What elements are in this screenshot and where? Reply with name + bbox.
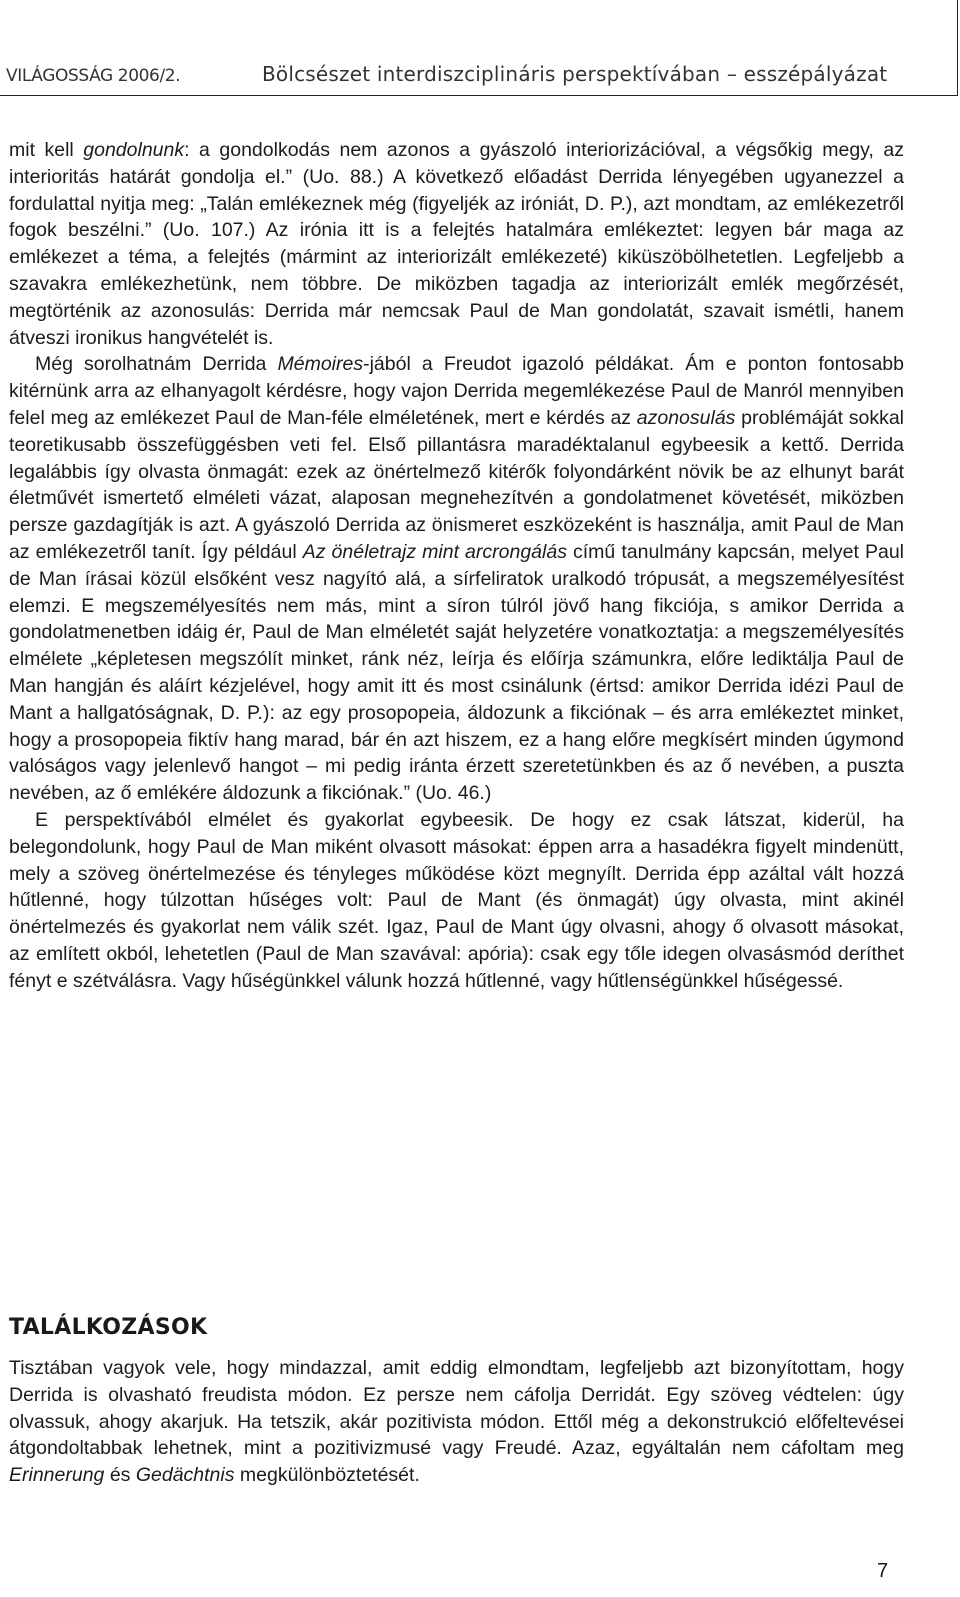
italic-term: azonosulás: [636, 406, 736, 429]
italic-title: Mémoires: [277, 353, 364, 376]
text-run: problémáját sokkal teoretikusabb összefüggésben veti fel. Első pillantásra maradéktalanul egybeesik a kettő. Derrida legalábbis így olvasta önmagát: ezek az önértelmező kitérők folyondárként növik be az elhunyt barát életművét ismertető elméleti vázat, alaposan megnehezítvén a gondolatmenet követését, miközben persze gazdagítják is azt. A gyászoló Derrida az önismeret eszközeként is használja, amit Paul de Man az emlékezetről tanít. Így például: [9, 406, 904, 563]
text-run: megkülönböztetését.: [234, 1464, 420, 1487]
italic-term: gondolnunk: [83, 139, 185, 161]
page-number: 7: [877, 1560, 889, 1582]
text-run: Tisztában vagyok vele, hogy mindazzal, amit eddig elmondtam, legfeljebb azt bizonyítottam, hogy Derrida is olvasható freudista módon. Ez persze nem cáfolja Derridát. Egy szöveg védtelen: úgy olvassuk, ahogy akarjuk. Ha tetszik, akár pozitivista módon. Ettől még a dekonstrukció előfeltevései átgondoltabbak lehetnek, mint a pozitivizmusé vagy Freudé. Azaz, egyáltalán nem cáfoltam meg: [9, 1357, 904, 1460]
italic-title: Az önéletrajz mint arcrongálás: [302, 540, 567, 563]
header-vertical-rule: [957, 0, 958, 96]
text-run: Még sorolhatnám Derrida: [35, 353, 278, 376]
body-text: [9, 137, 904, 995]
paragraph-4: [9, 1355, 904, 1489]
italic-term: Erinnerung: [9, 1464, 105, 1487]
running-header: [0, 0, 958, 96]
section-heading: TALÁLKOZÁSOK: [9, 1315, 208, 1340]
paragraph-3: E perspektívából elmélet és gyakorlat egybeesik. De hogy ez csak látszat, kiderül, ha belegondolunk, hogy Paul de Man miként olvasott másokat: éppen arra a hasadékra figyelt mindenütt, mely a szöveg önértelmezése és tényleges működése közt megnyílt. Derrida épp azáltal vált hozzá hűtlenné, hogy túlzottan hűséges volt: Paul de Mant (és önmagát) úgy olvasta, mint akinél önértelmezés és gyakorlat nem válik szét. Igaz, Paul de Mant úgy olvasni, ahogy ő olvasott másokat, az említett okból, lehetetlen (Paul de Man szavával: apória): csak egy tőle idegen olvasásmód deríthet fényt e szétválásra. Vagy hűségünkkel válunk hozzá hűtlenné, vagy hűtlenségünkkel hűségessé.: [9, 808, 904, 992]
body-text-2: [9, 1355, 904, 1489]
section-title: Bölcsészet interdiszciplináris perspektívában – esszépályázat: [262, 62, 888, 86]
paragraph-2: [9, 351, 904, 807]
italic-term: Gedächtnis: [135, 1464, 235, 1487]
text-run: című tanulmány kapcsán, melyet Paul de Man írásai közül elsőként vesz nagyító alá, a sírfeliratok uralkodó trópusát, a megszemélyesítést elemzi. E megszemélyesítés nem más, mint a síron túlról jövő hang fikciója, s amikor Derrida a gondolatmenetben idáig ér, Paul de Man elméletét saját helyzetére vonatkoztatja: a megszemélyesítés elmélete „képletesen megszólít minket, ránk néz, leírja és előírja számunkra, előre lediktálja Paul de Man hangján és aláírt kézjelével, hogy amit itt és most csinálunk (értsd: amikor Derrida idézi Paul de Mant a hallgatóságnak, D. P.): az egy prosopopeia, áldozunk a fikciónak – és arra emlékeztet minket, hogy a prosopopeia fiktív hang marad, bár én azt hiszem, ez a hang előre megkísért minden úgymond valóságos vagy jelenlevő hangot – mi pedig iránta érzett szeretetünkben és az ő nevében, a puszta nevében, az ő emlékére áldozunk a fikciónak.” (Uo. 46.): [9, 540, 904, 805]
text-run: és: [104, 1464, 136, 1487]
text-run: mit kell: [9, 139, 84, 161]
paragraph-1: [9, 137, 904, 351]
journal-issue: VILÁGOSSÁG 2006/2.: [6, 66, 181, 86]
text-run: -jából a Freudot igazoló példákat. Ám e ponton fontosabb kitérnünk arra az elhanyagolt kérdésre, hogy vajon Derrida megemlékezése Paul de Manról mennyiben felel meg az emlékezet Paul de Man-féle elméletének, mert e kérdés az: [9, 353, 904, 429]
text-run: : a gondolkodás nem azonos a gyászoló interiorizációval, a végsőkig megy, az interioritás határát gondolja el.” (Uo. 88.) A következő előadást Derrida lényegében ugyanezzel a fordulattal nyitja meg: „Talán emlékeznek még (figyeljék az iróniát, D. P.), azt mondtam, az emlékezetről fogok beszélni.” (Uo. 107.) Az irónia itt is a felejtés hatalmára emlékeztet: legyen bár maga az emlékezet a téma, a felejtés (mármint az interiorizált emlékezeté) kiküszöbölhetetlen. Legfeljebb a szavakra emlékezhetünk, nem többre. De miközben tagadja az interiorizált emlék megőrzését, megtörténik az azonosulás: Derrida már nemcsak Paul de Man gondolatát, szavait ismétli, hanem átveszi ironikus hangvételét is.: [9, 139, 904, 349]
header-rule: [0, 95, 958, 96]
